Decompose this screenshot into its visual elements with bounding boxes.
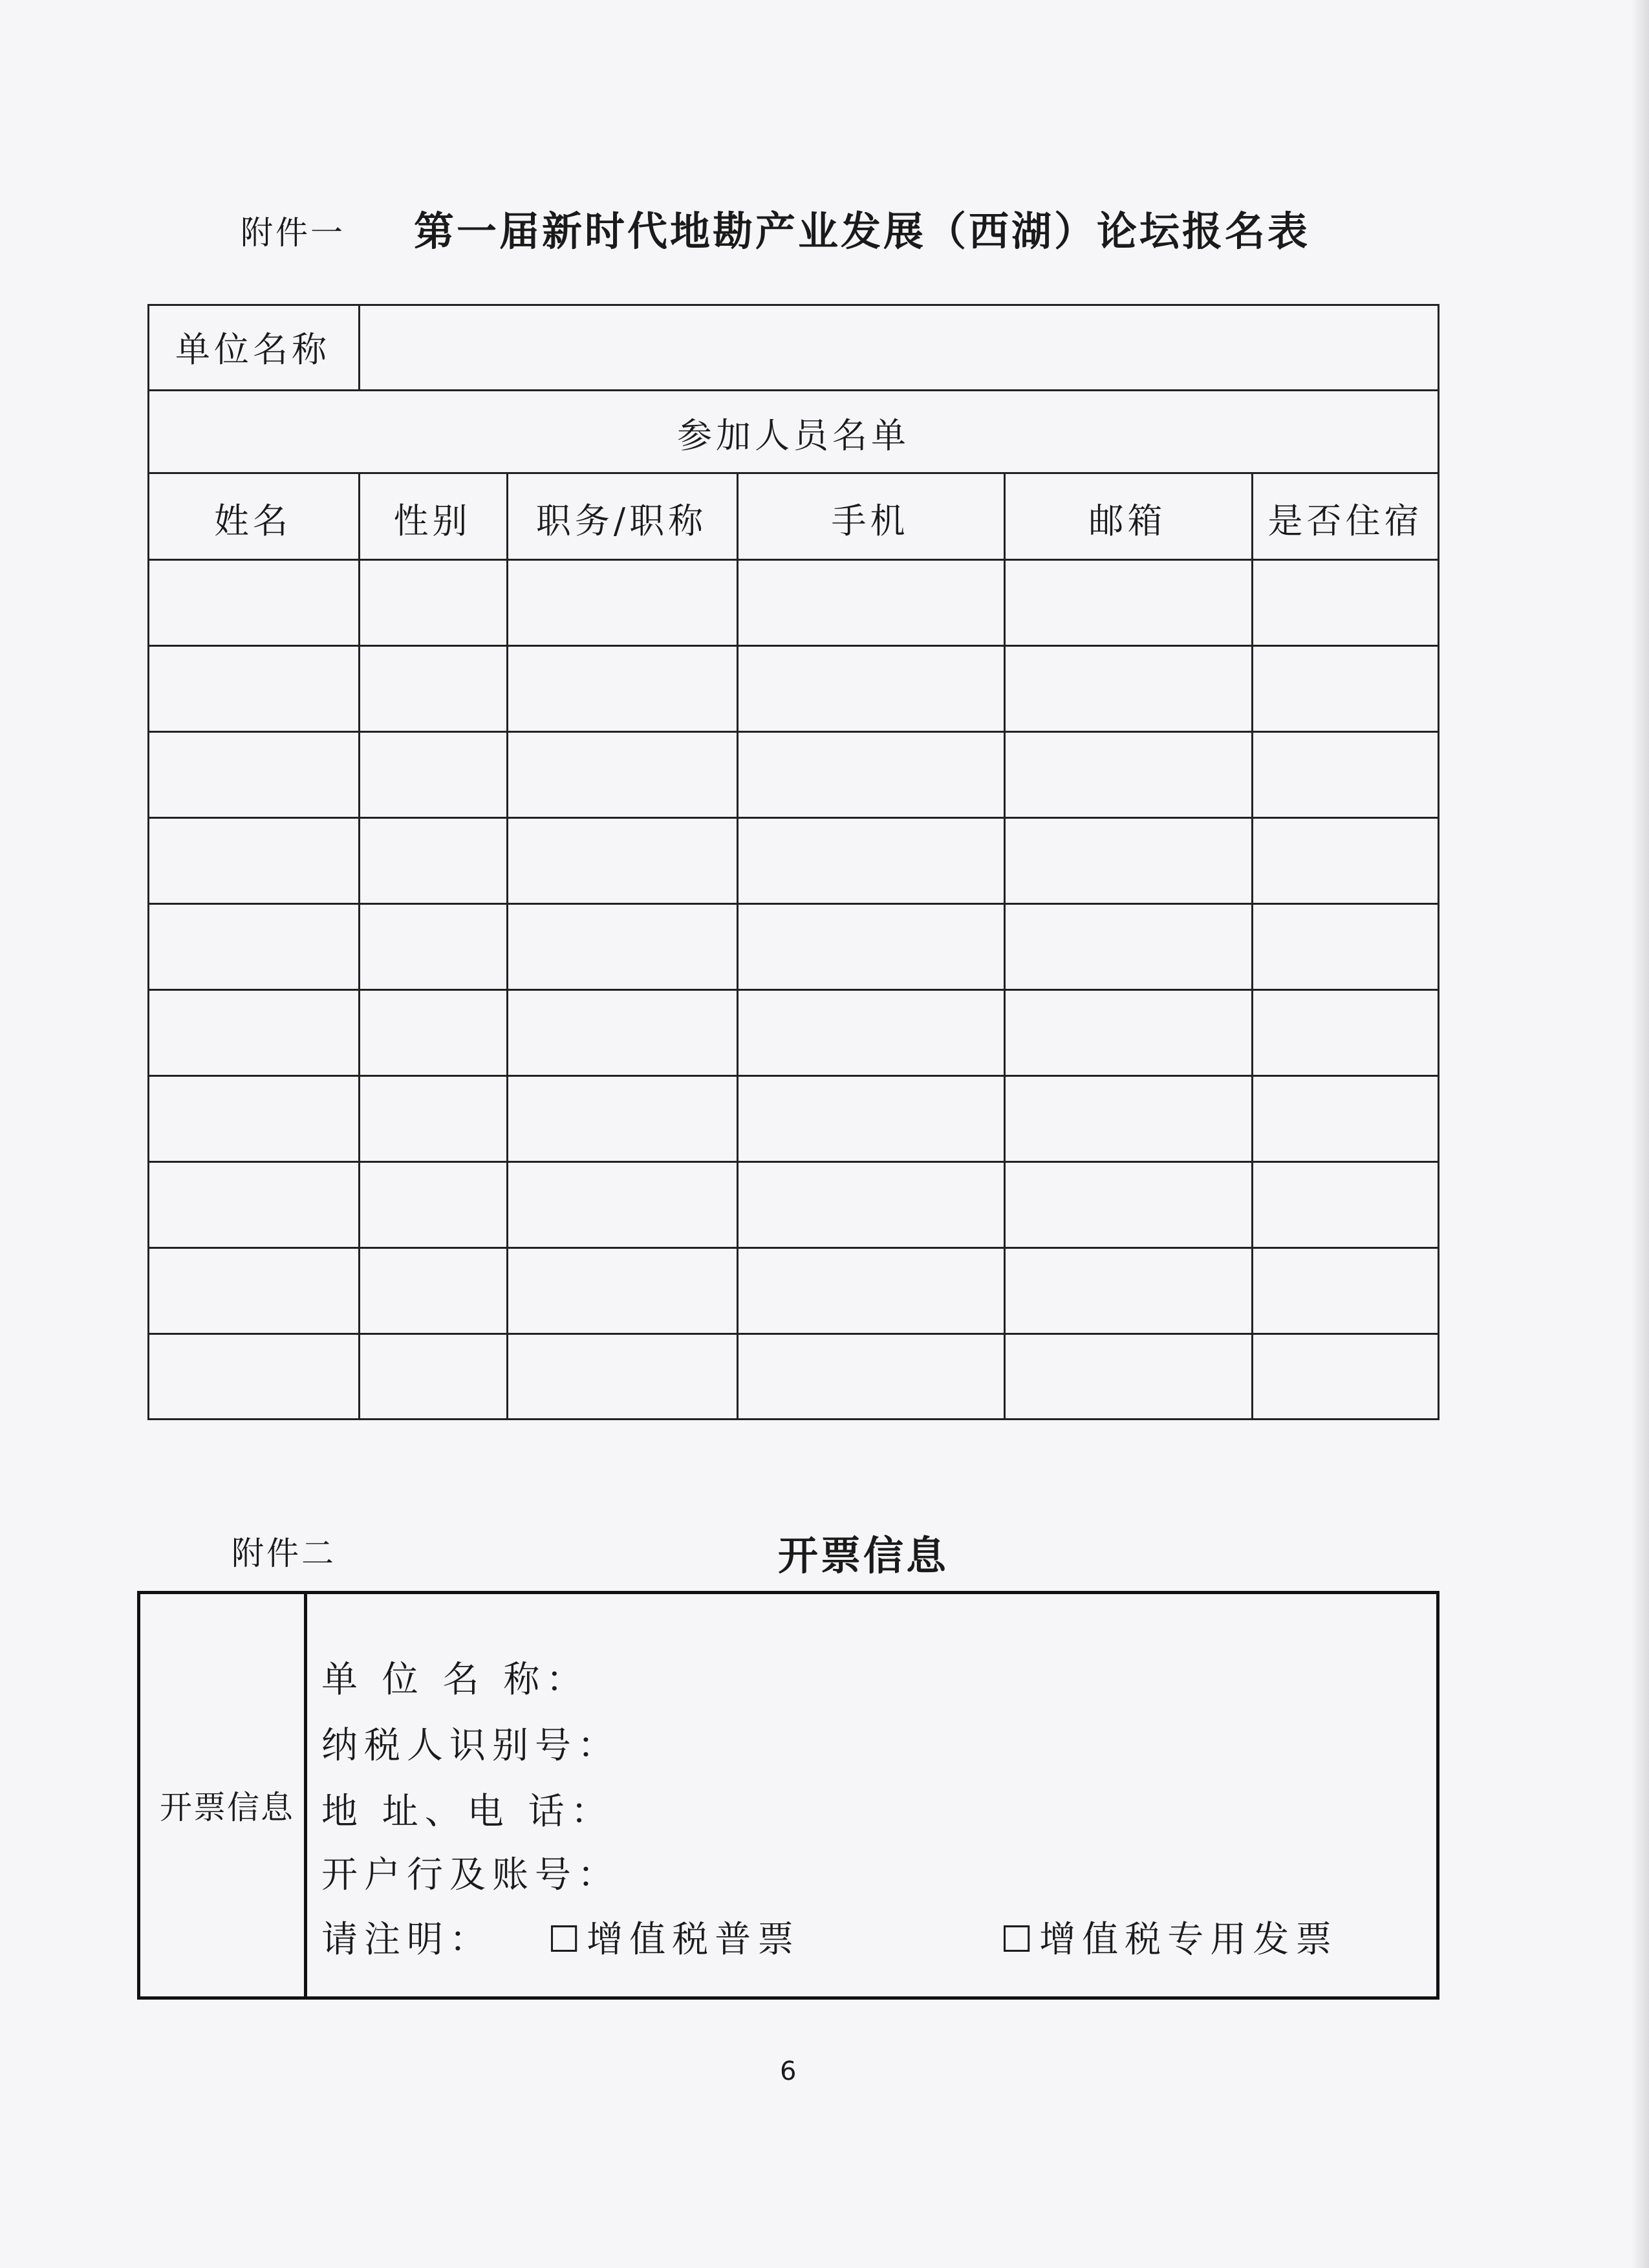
invoice-divider bbox=[304, 1594, 307, 1996]
column-header: 性别 bbox=[393, 501, 471, 541]
column-header: 手机 bbox=[831, 501, 909, 541]
invoice-note-row bbox=[321, 1911, 492, 1963]
attachment2-title: 开票信息 bbox=[777, 1532, 949, 1579]
invoice-option-special[interactable] bbox=[1000, 1911, 1338, 1963]
participants-heading: 参加人员名单 bbox=[677, 415, 910, 456]
invoice-note-label: 请注明： bbox=[321, 1919, 492, 1961]
invoice-side-label: 开票信息 bbox=[160, 1789, 294, 1826]
registration-form-border bbox=[147, 304, 1439, 1420]
invoice-info-form bbox=[137, 1591, 1439, 2000]
column-header: 职务/职称 bbox=[535, 501, 707, 541]
checkbox-icon[interactable]: ☐ bbox=[548, 1919, 587, 1961]
scan-edge bbox=[1631, 0, 1649, 2268]
invoice-option-special-label: 增值税专用发票 bbox=[1039, 1919, 1339, 1961]
invoice-field-unit-name: 单 位 名 称： bbox=[321, 1659, 589, 1701]
column-header: 姓名 bbox=[214, 501, 292, 541]
column-header: 是否住宿 bbox=[1267, 501, 1423, 541]
invoice-option-normal-label: 增值税普票 bbox=[587, 1919, 801, 1961]
column-header: 邮箱 bbox=[1088, 501, 1167, 541]
invoice-field-tax-id: 纳税人识别号： bbox=[321, 1725, 620, 1767]
invoice-field-bank-account: 开户行及账号： bbox=[321, 1854, 620, 1896]
invoice-field-address-phone: 地 址、电 话： bbox=[321, 1791, 614, 1833]
attachment1-label: 附件一 bbox=[241, 214, 345, 252]
attachment2-label: 附件二 bbox=[232, 1535, 336, 1572]
attachment1-title: 第一届新时代地勘产业发展（西湖）论坛报名表 bbox=[414, 208, 1311, 255]
unit-name-label: 单位名称 bbox=[175, 329, 330, 370]
checkbox-icon[interactable]: ☐ bbox=[1000, 1919, 1040, 1961]
page-number: 6 bbox=[780, 2057, 797, 2086]
invoice-option-normal[interactable] bbox=[548, 1911, 800, 1963]
